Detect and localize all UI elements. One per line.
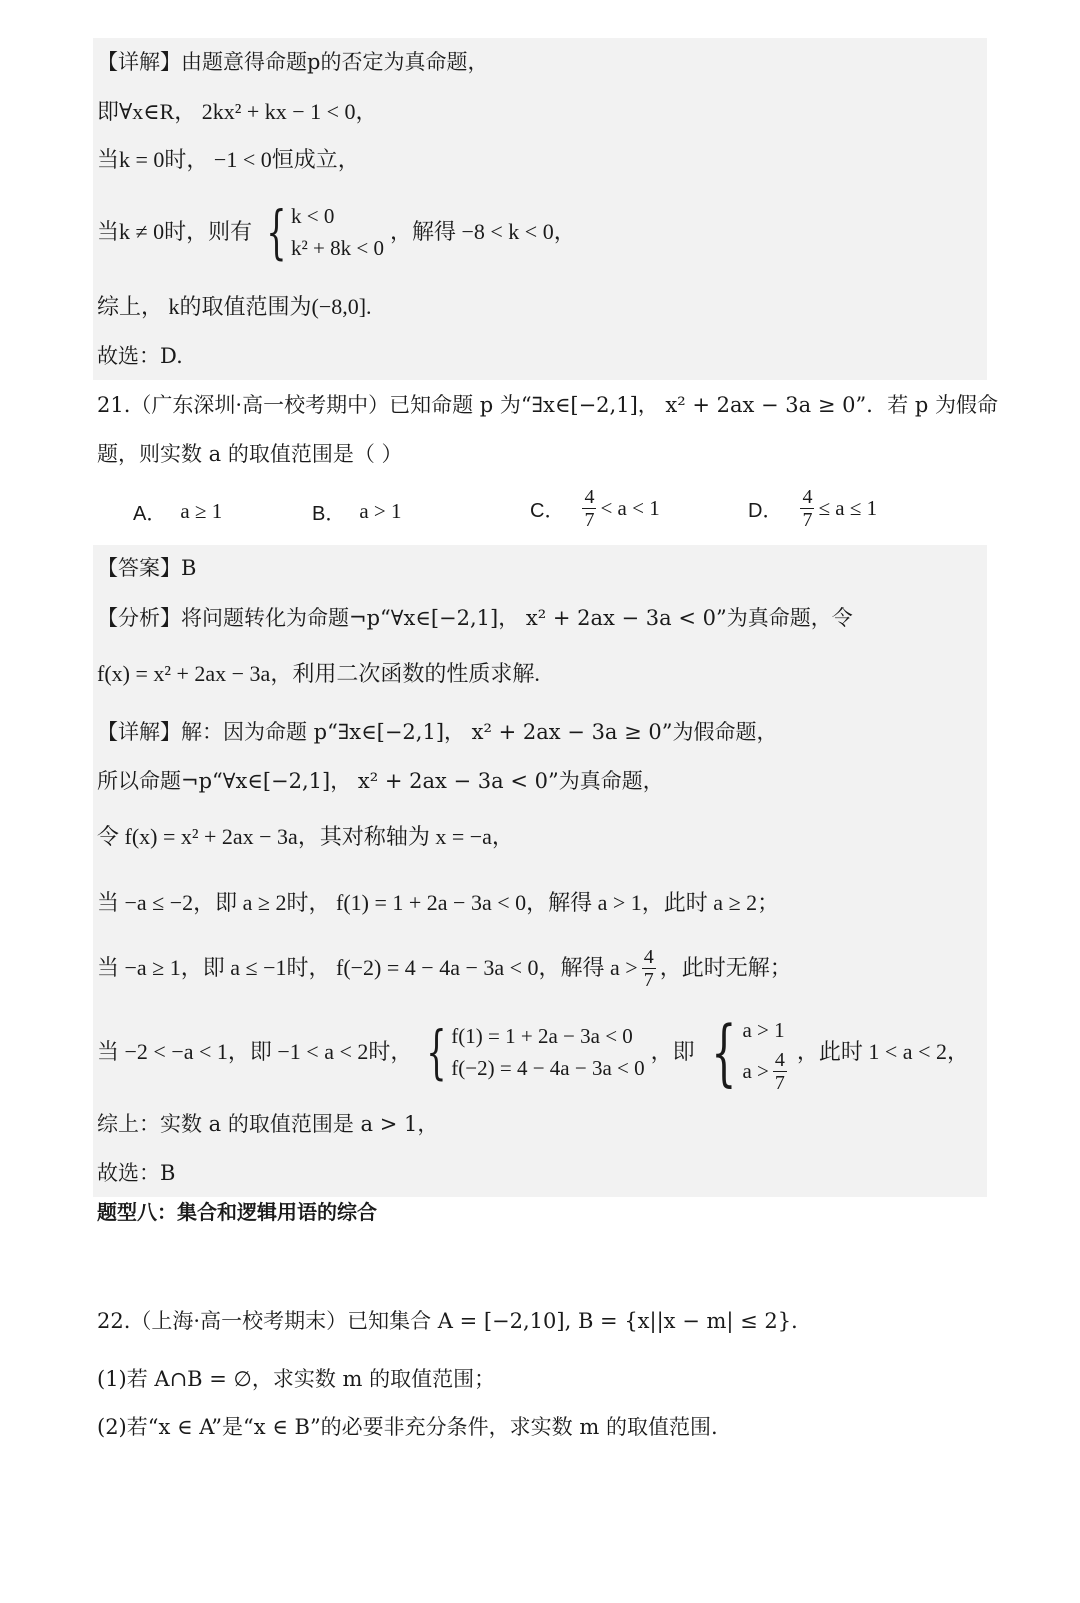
solution-panel-2 (93, 545, 987, 1197)
question-22-stem: 22.（上海·高一校考期末）已知集合 A = [−2,10], B = {x||x − m| ≤ 2}． (97, 1309, 813, 1333)
detail2-line-5: 当 −a ≥ 1，即 a ≤ −1时， f(−2) = 4 − 4a − 3a < 0，解得 a > $\frac{4}{7}$ ，此时无解； (97, 945, 792, 991)
option-b: B． a > 1 (312, 499, 402, 525)
detail2-line-3: 令 f(x) = x² + 2ax − 3a，其对称轴为 x = −a， (97, 824, 514, 849)
fraction: $\frac{4}{7}$ (643, 945, 654, 991)
question-22-part-2: (2)若“x ∈ A”是“x ∈ B”的必要非充分条件，求实数 m 的取值范围. (97, 1415, 718, 1439)
system-eq-1: f(1) = 1 + 2a − 3a < 0 (451, 1024, 633, 1048)
system-eq-2: k² + 8k < 0 (290, 236, 384, 260)
answer-line: 【答案】B (97, 556, 197, 580)
analysis-line-2: f(x) = x² + 2ax − 3a，利用二次函数的性质求解. (97, 661, 540, 686)
fraction: $\frac{4}{7}$ (774, 1048, 785, 1094)
fraction: $\frac{4}{7}$ (802, 486, 813, 531)
option-d: D． $\frac{4}{7}$ ≤ a ≤ 1 (748, 486, 878, 531)
section-title: 题型八：集合和逻辑用语的综合 (97, 1200, 377, 1224)
equation-system: { f(1) = 1 + 2a − 3a < 0 f(−2) = 4 − 4a − 3a < 0 (426, 1018, 645, 1086)
choice-line: 故选：B (97, 1161, 176, 1185)
detail2-line-2: 所以命题¬p“∀x∈[−2,1]， x² + 2ax − 3a < 0”为真命题， (97, 769, 664, 793)
detail2-line-7: 综上：实数 a 的取值范围是 a > 1， (97, 1112, 439, 1136)
detail2-line-1: 【详解】解：因为命题 p“∃x∈[−2,1]， x² + 2ax − 3a ≥ 0”为假命题， (97, 720, 778, 744)
system-eq-1: k < 0 (290, 204, 335, 228)
equation-system: { k < 0 k² + 8k < 0 (266, 198, 384, 266)
equation-system: { a > 1 a > $\frac{4}{7}$ (701, 1011, 791, 1094)
option-c: C． $\frac{4}{7}$ < a < 1 (530, 486, 660, 531)
detail2-line-6: 当 −2 < −a < 1，即 −1 < a < 2时， { f(1) = 1 + 2a − 3a < 0 f(−2) = 4 − 4a − 3a < 0 ，即 { a > 1 a > $\frac{4}{7}$ ，此时 1 < a < 2， (97, 1010, 969, 1094)
option-a: A． a ≥ 1 (133, 499, 223, 525)
analysis-line-1: 【分析】将问题转化为命题¬p“∀x∈[−2,1]， x² + 2ax − 3a < 0”为真命题，令 (97, 606, 853, 630)
detail2-line-4: 当 −a ≤ −2，即 a ≥ 2时， f(1) = 1 + 2a − 3a < 0，解得 a > 1，此时 a ≥ 2； (97, 890, 780, 915)
choice-line: 故选：D. (97, 344, 183, 368)
detail-line-4: 当k ≠ 0时，则有 { k < 0 k² + 8k < 0 ，解得 −8 < k < 0， (97, 198, 576, 266)
system-eq-2: a > $\frac{4}{7}$ (742, 1048, 785, 1094)
detail-line-3: 当k = 0时， −1 < 0恒成立， (97, 147, 360, 172)
fraction: $\frac{4}{7}$ (584, 486, 595, 531)
detail-line-2: 即∀x∈R， 2kx² + kx − 1 < 0， (97, 99, 378, 124)
system-eq-2: f(−2) = 4 − 4a − 3a < 0 (451, 1056, 645, 1080)
question-21-stem-2: 题，则实数 a 的取值范围是（ ） (97, 442, 403, 466)
question-22-part-1: (1)若 A∩B = ∅，求实数 m 的取值范围； (97, 1367, 496, 1391)
detail-line-5: 综上， k的取值范围为(−8,0]. (97, 294, 372, 319)
question-21-stem-1: 21.（广东深圳·高一校考期中）已知命题 p 为“∃x∈[−2,1]， x² + 2ax − 3a ≥ 0”．若 p 为假命 (97, 393, 999, 417)
system-eq-1: a > 1 (742, 1017, 785, 1042)
detail-line-1: 【详解】由题意得命题p的否定为真命题， (97, 50, 489, 74)
